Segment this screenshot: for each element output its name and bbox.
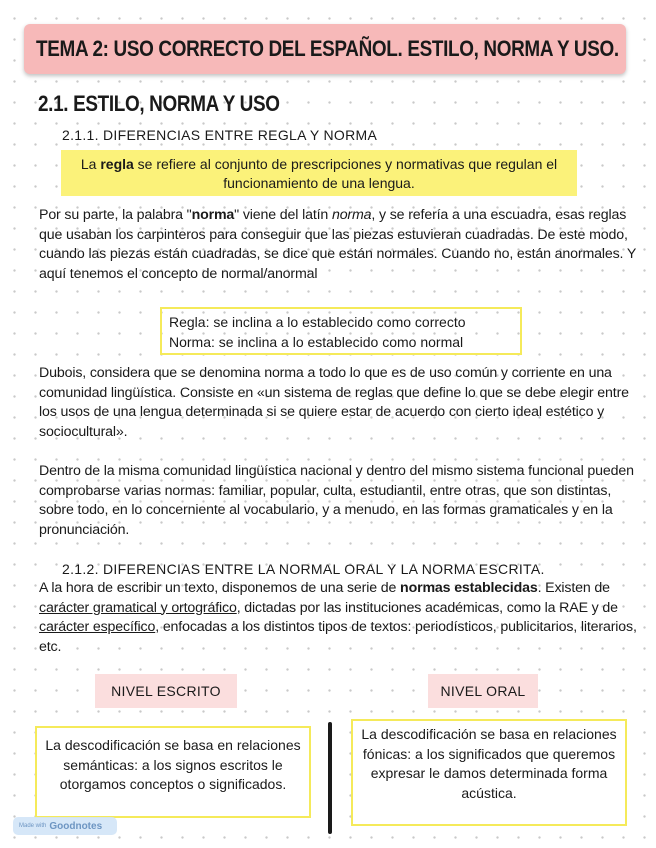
regla-norma-comparison-box	[160, 307, 522, 355]
p4-part-a: A la hora de escribir un texto, disponemos de una serie de	[39, 580, 401, 596]
p1-part-c: " viene del latín	[234, 207, 332, 223]
rule-line-regla: Regla: se inclina a lo establecido como correcto	[169, 314, 466, 330]
p4-part-c: . Existen de	[537, 580, 610, 596]
highlight-text-pre: La	[80, 156, 101, 172]
desc-box-oral: La descodificación se basa en relaciones fónicas: a los significados que queremos expresar le damos determinada forma acústica.	[351, 719, 627, 826]
p1-part-e: , y se refería a una escuadra, esas reglas que usaban los carpinteros para conseguir que las piezas estuvieran cuadradas. De este modo, cuando las piezas están cuadradas, se dice que están normales. Cuando no, están anormales. Y aquí tenemos el concepto de normal/anormal	[39, 207, 636, 282]
regla-definition-highlight	[61, 150, 577, 196]
goodnotes-watermark	[13, 817, 117, 835]
label-nivel-oral: NIVEL ORAL	[428, 674, 538, 708]
title-banner	[24, 24, 626, 74]
section-heading: 2.1. ESTILO, NORMA Y USO	[38, 91, 280, 116]
paragraph-normas-varias: Dentro de la misma comunidad lingüística nacional y dentro del mismo sistema funcional pueden comprobarse varias normas: familiar, popular, culta, estudiantil, entre otras, que son distintas, sobre todo, en lo concerniente al vocabulario, y a menudo, en las formas gramaticales y en la pronunciación.	[39, 463, 634, 538]
paragraph-norma-origin	[39, 206, 639, 284]
p1-italic-norma: norma	[331, 207, 372, 223]
p4-underline-especifico: carácter específico	[39, 619, 156, 635]
subheading-oral-escrita: 2.1.2. DIFERENCIAS ENTRE LA NORMAL ORAL Y LA NORMA ESCRITA.	[62, 561, 545, 577]
highlight-bold-regla: regla	[100, 156, 134, 172]
vertical-divider	[328, 722, 332, 834]
watermark-small-text: Made with	[19, 823, 47, 829]
desc-box-escrito: La descodificación se basa en relaciones semánticas: a los signos escritos le otorgamos conceptos o significados.	[35, 726, 311, 818]
highlight-text-post: se refiere al conjunto de prescripciones y normativas que regulan el funcionamiento de una lengua.	[133, 156, 558, 191]
p4-part-g: , enfocadas a los distintos tipos de textos: periodísticos, publicitarios, literarios, etc.	[39, 619, 637, 655]
rule-line-norma: Norma: se inclina a lo establecido como normal	[169, 334, 464, 350]
watermark-brand: Goodnotes	[49, 820, 103, 832]
subheading-regla-norma: 2.1.1. DIFERENCIAS ENTRE REGLA Y NORMA	[62, 127, 378, 143]
p4-underline-gramatical: carácter gramatical y ortográfico	[39, 599, 237, 616]
label-nivel-escrito: NIVEL ESCRITO	[95, 674, 237, 708]
p1-part-a: Por su parte, la palabra "	[39, 207, 192, 223]
p4-bold-normas: normas establecidas	[400, 580, 538, 596]
page-title: TEMA 2: USO CORRECTO DEL ESPAÑOL. ESTILO, NORMA Y USO.	[36, 36, 619, 61]
paragraph-normas-establecidas	[39, 579, 639, 657]
paragraph-dubois: Dubois, considera que se denomina norma a todo lo que es de uso común y corriente en una comunidad lingüística. Consiste en «un sistema de reglas que define lo que se debe elegir entre los usos de una lengua determinada si se quiere estar de acuerdo con cierto ideal estético y sociocultural».	[39, 365, 629, 440]
p1-bold-norma: norma	[191, 207, 235, 223]
p4-part-e: , dictadas por las instituciones académicas, como la RAE y de	[236, 599, 618, 616]
